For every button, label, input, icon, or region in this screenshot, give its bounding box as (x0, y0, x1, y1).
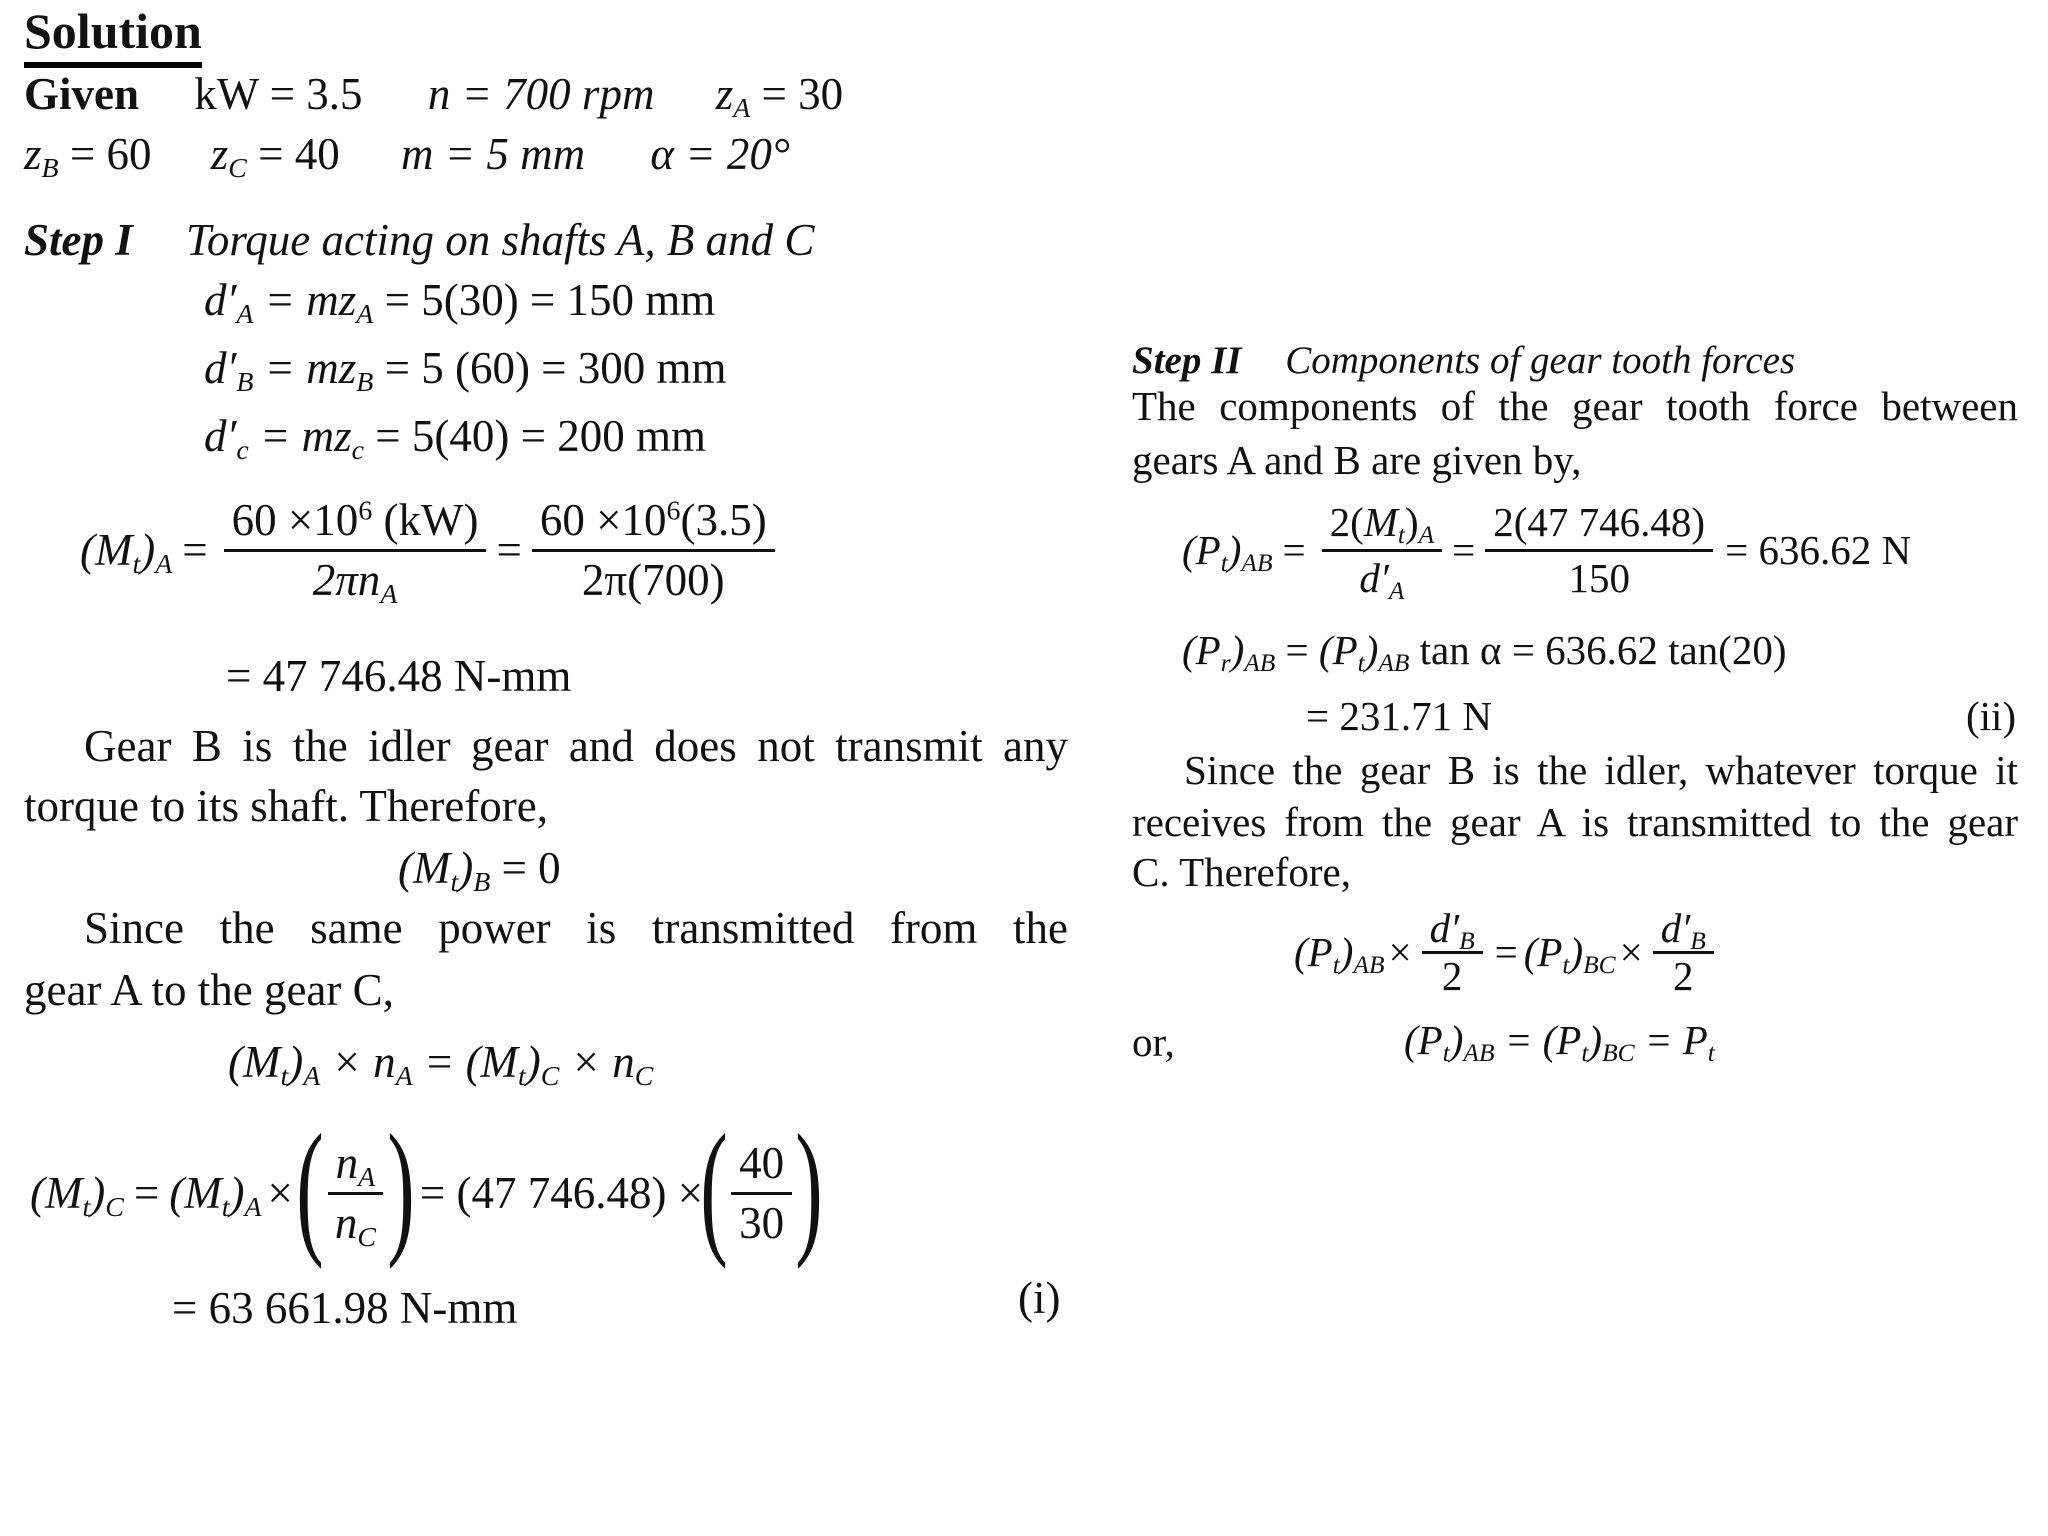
given-line-1 (24, 69, 844, 124)
given-line-2 (24, 129, 790, 184)
step2-para1-line1: The components of the gear tooth force between (1132, 383, 2018, 429)
step2-label: Step II (1132, 339, 1242, 382)
eq-mta: $(M_t)_A$ = $\frac{60 \times 10^6 (kW)}{2\pi n_A}$ = $\frac{60 \times 10^6(3.5)}{2\pi(700)}$ (80, 498, 781, 603)
step2-title: Components of gear tooth forces (1285, 339, 1796, 382)
step2-heading (1132, 338, 1795, 383)
solution-title: Solution (24, 2, 202, 68)
para-power-line1: Since the same power is transmitted from the (84, 903, 1068, 953)
mta-fraction-2: $\frac{60 \times 10^6(3.5)}{2\pi(700)}$ (532, 498, 775, 603)
para-idler-line1: Gear B is the idler gear and does not transmit any (84, 721, 1068, 771)
step1-heading (24, 215, 815, 265)
equation-number-ii: (ii) (1966, 693, 2017, 739)
eq-dc: $d'_c = mz_c = 5(40) = 200$ mm (204, 411, 706, 466)
given-zb: $z_B = 60$ (24, 129, 152, 184)
eq-da: $d'_A = mz_A = 5(30) = 150$ mm (204, 275, 716, 330)
step2-para1-line2: gears A and B are given by, (1132, 437, 1582, 483)
eq-force-balance: $(P_t)_{AB}$ × $\frac{d'_B}{2}$ = $(P_t)_{BC}$ × $\frac{d'_B}{2}$ (1294, 908, 1720, 997)
equation-number-i: (i) (1018, 1273, 1061, 1323)
para-idler-line2: torque to its shaft. Therefore, (24, 781, 549, 831)
step1-label: Step I (24, 215, 133, 265)
step2-para2-line3: C. Therefore, (1132, 849, 1351, 895)
pt-fraction-1: $\frac{2(M_t)_A}{d'_A}$ (1322, 502, 1443, 599)
step2-para2-line2: receives from the gear A is transmitted to the gear (1132, 799, 2018, 845)
given-zc: $z_C = 40$ (210, 129, 340, 184)
mtc-speed-ratio: $\frac{n_A}{n_C}$ (327, 1141, 384, 1246)
given-kw: kW = 3.5 (194, 69, 363, 119)
given-alpha: α = 20° (650, 129, 790, 179)
db-half-fraction-1: $\frac{d'_B}{2}$ (1422, 908, 1483, 997)
given-label: Given (24, 69, 140, 119)
step2-para2-line1: Since the gear B is the idler, whatever torque it (1184, 747, 2018, 793)
eq-mtb: $(M_t)_B = 0$ (398, 843, 561, 898)
mtc-result: = 63 661.98 N-mm (172, 1283, 518, 1333)
eq-db: $d'_B = mz_B = 5$ (60) = 300 mm (204, 343, 727, 398)
eq-pr-ab: $(P_r)_{AB} = (P_t)_{AB}$ tan α = 636.62 tan(20) (1182, 627, 1787, 678)
eq-pt-equal: $(P_t)_{AB} = (P_t)_{BC} = P_t$ (1404, 1017, 1715, 1068)
eq-pt-ab: $(P_t)_{AB}$ = $\frac{2(M_t)_A}{d'_A}$ = $\frac{2(47 746.48)}{150}$ = 636.62 N (1182, 499, 1912, 606)
given-n: n = 700 rpm (427, 69, 655, 119)
step1-title: Torque acting on shafts A, B and C (186, 215, 815, 265)
mtc-number-ratio: $\frac{40}{30}$ (731, 1141, 792, 1246)
given-m: m = 5 mm (400, 129, 586, 179)
mta-result: = 47 746.48 N-mm (226, 651, 572, 701)
db-half-fraction-2: $\frac{d'_B}{2}$ (1653, 908, 1714, 997)
mta-fraction-1: $\frac{60 \times 10^6 (kW)}{2\pi n_A}$ (224, 498, 487, 603)
given-za: $z_A = 30$ (715, 69, 844, 124)
or-label: or, (1132, 1019, 1175, 1065)
pt-fraction-2: $\frac{2(47 746.48)}{150}$ (1485, 502, 1713, 599)
eq-mtc: $(M_t)_C$ = $(M_t)_A$ × ( $\frac{n_A}{n_C}$ ) = (47 746.48) × ( $\frac{40}{30}$ ) (30, 1104, 823, 1270)
pr-result: = 231.71 N (1306, 693, 1492, 739)
eq-power-balance: $(M_t)_A \times n_A = (M_t)_C \times n_C$ (228, 1037, 654, 1092)
para-power-line2: gear A to the gear C, (24, 965, 394, 1015)
